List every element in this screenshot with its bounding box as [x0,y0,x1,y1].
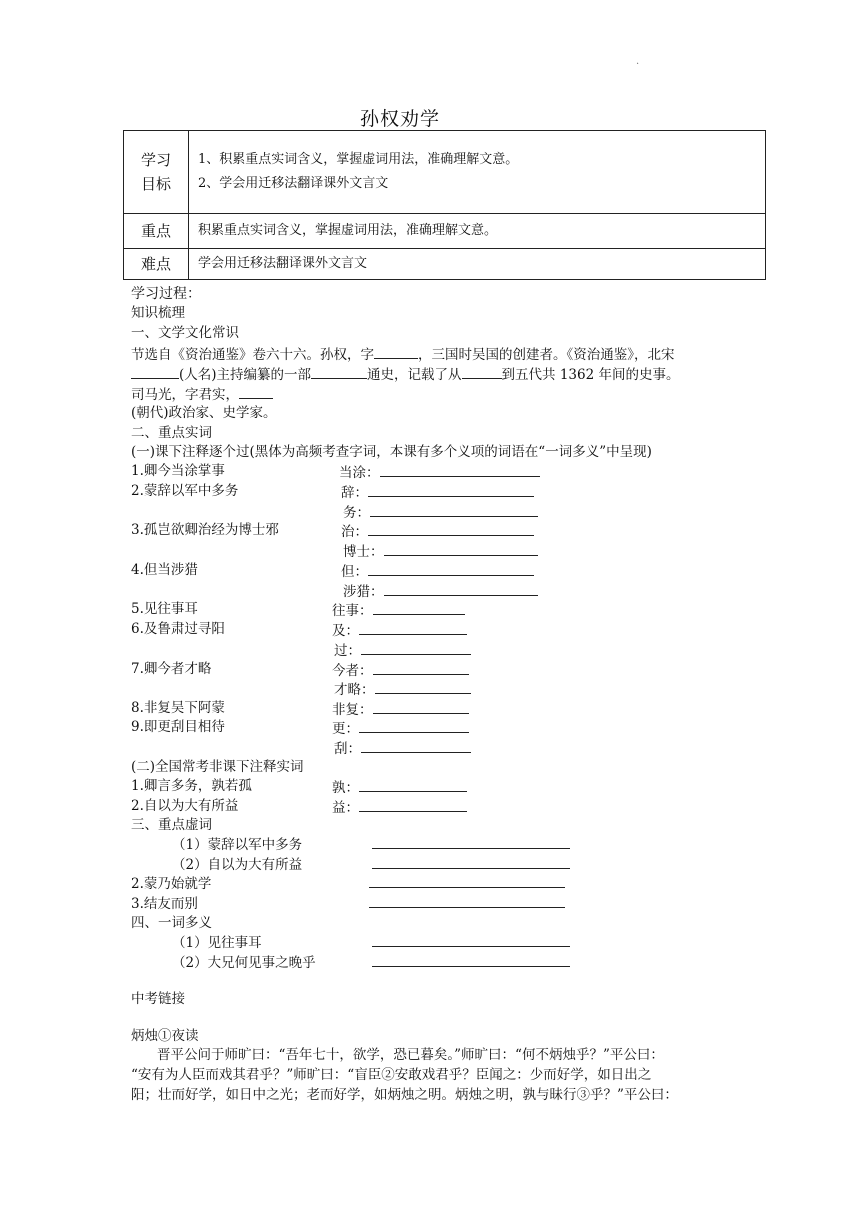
vocab-word: 当涂： [339,462,540,482]
table-row [124,249,766,280]
answer-blank[interactable] [359,777,467,792]
answer-blank[interactable] [368,521,534,536]
vocab-sentence: 9.即更刮目相待 [131,719,225,735]
function-word-item: （1）蒙辞以军中多务 [172,837,303,853]
process-heading: 学习过程： [131,286,201,302]
page-title: 孙权劝学 [359,108,440,130]
vocab-sentence: 3.孤岂欲卿治经为博士邪 [131,522,279,538]
row-content: 积累重点实词含义，掌握虚词用法，准确理解文意。 [189,214,766,249]
answer-blank[interactable] [373,600,465,615]
knowledge-heading: 知识梳理 [131,305,185,321]
vocab-word: 非复： [332,699,469,719]
section-heading: 一、文学文化常识 [131,325,239,341]
text-line: 节选自《资治通鉴》卷六十六。孙权，字 ，三国时吴国的创建者。《资治通鉴》，北宋 [131,344,675,364]
fill-blank[interactable] [239,384,273,399]
goals-table [123,130,766,280]
vocab-word: 孰： [332,777,467,797]
vocab-sentence: 1.卿言多务，孰若孤 [131,778,252,794]
passage-line: “安有为人臣而戏其君乎？”师旷曰：“盲臣②安敢戏君乎？臣闻之：少而好学，如日出之 [131,1067,652,1083]
row-label: 重点 [124,214,189,249]
answer-blank[interactable] [372,854,570,869]
passage-title: 炳烛①夜读 [131,1028,199,1044]
answer-blank[interactable] [369,893,565,908]
answer-blank[interactable] [384,541,538,556]
row-label: 难点 [124,249,189,280]
passage-line: 晋平公问于师旷曰：“吾年七十，欲学，恐已暮矣。”师旷曰：“何不炳烛乎？”平公曰： [157,1047,664,1063]
exam-link-heading: 中考链接 [131,991,185,1007]
answer-blank[interactable] [372,834,570,849]
vocab-word: 才略： [334,679,471,699]
row-content: 1、积累重点实词含义，掌握虚词用法，准确理解文意。 2、学会用迁移法翻译课外文言文 [189,131,766,214]
vocab-word: 更： [332,718,469,738]
answer-blank[interactable] [380,462,540,477]
answer-blank[interactable] [368,561,534,576]
vocab-sentence: 2.蒙辞以军中多务 [131,483,239,499]
text-line: (人名)主持编纂的一部 通史，记载了从 到五代共 1362 年间的史事。 [131,364,680,384]
vocab-sentence: 6.及鲁肃过寻阳 [131,621,225,637]
fill-blank[interactable] [131,364,179,379]
answer-blank[interactable] [368,482,534,497]
answer-blank[interactable] [370,502,538,517]
text-line: (朝代)政治家、史学家。 [131,405,277,421]
passage-line: 阳；壮而好学，如日中之光；老而好学，如炳烛之明。炳烛之明，孰与昧行③乎？”平公曰： [131,1087,678,1103]
fill-blank[interactable] [311,364,367,379]
table-row [124,214,766,249]
function-word-item: 3.结友而别 [131,896,198,912]
vocab-word: 但： [341,561,534,581]
answer-blank[interactable] [375,679,471,694]
vocab-word: 今者： [332,660,469,680]
vocab-sentence: 7.卿今者才略 [131,661,212,677]
vocab-word: 益： [332,797,467,817]
row-label: 学习 目标 [124,131,189,214]
page-mark: . [636,56,640,67]
function-word-item: 2.蒙乃始就学 [131,876,212,892]
answer-blank[interactable] [373,660,469,675]
vocab-word: 务： [343,502,538,522]
answer-blank[interactable] [361,738,471,753]
text-line: 司马光，字君实， [131,384,273,404]
answer-blank[interactable] [372,932,570,947]
section-heading: 四、一词多义 [131,915,212,931]
vocab-word: 涉猎： [343,581,538,601]
answer-blank[interactable] [361,640,471,655]
section-heading: 三、重点虚词 [131,817,212,833]
answer-blank[interactable] [369,873,565,888]
table-row [124,131,766,214]
vocab-word: 治： [341,521,534,541]
vocab-sentence: 5.见往事耳 [131,601,198,617]
answer-blank[interactable] [359,620,467,635]
section-heading: 二、重点实词 [131,425,212,441]
vocab-sentence: 8.非复吴下阿蒙 [131,700,225,716]
row-content: 学会用迁移法翻译课外文言文 [189,249,766,280]
fill-blank[interactable] [374,344,418,359]
answer-blank[interactable] [373,699,469,714]
vocab-word: 博士： [343,541,538,561]
answer-blank[interactable] [372,952,570,967]
sub-heading: (一)课下注释逐个过(黑体为高频考查字词，本课有多个义项的词语在“一词多义”中呈现) [131,444,652,460]
function-word-item: （2）自以为大有所益 [172,857,303,873]
vocab-word: 及： [332,620,467,640]
polysemy-item: （1）见往事耳 [172,935,262,951]
vocab-sentence: 4.但当涉猎 [131,562,198,578]
sub-heading: (二)全国常考非课下注释实词 [131,759,304,775]
fill-blank[interactable] [462,364,502,379]
vocab-word: 往事： [332,600,465,620]
vocab-word: 辞： [341,482,534,502]
polysemy-item: （2）大兄何见事之晚乎 [172,955,316,971]
answer-blank[interactable] [359,718,469,733]
vocab-sentence: 1.卿今当涂掌事 [131,463,225,479]
answer-blank[interactable] [384,581,538,596]
vocab-word: 过： [334,640,471,660]
vocab-sentence: 2.自以为大有所益 [131,798,239,814]
vocab-word: 刮： [334,738,471,758]
answer-blank[interactable] [359,797,467,812]
